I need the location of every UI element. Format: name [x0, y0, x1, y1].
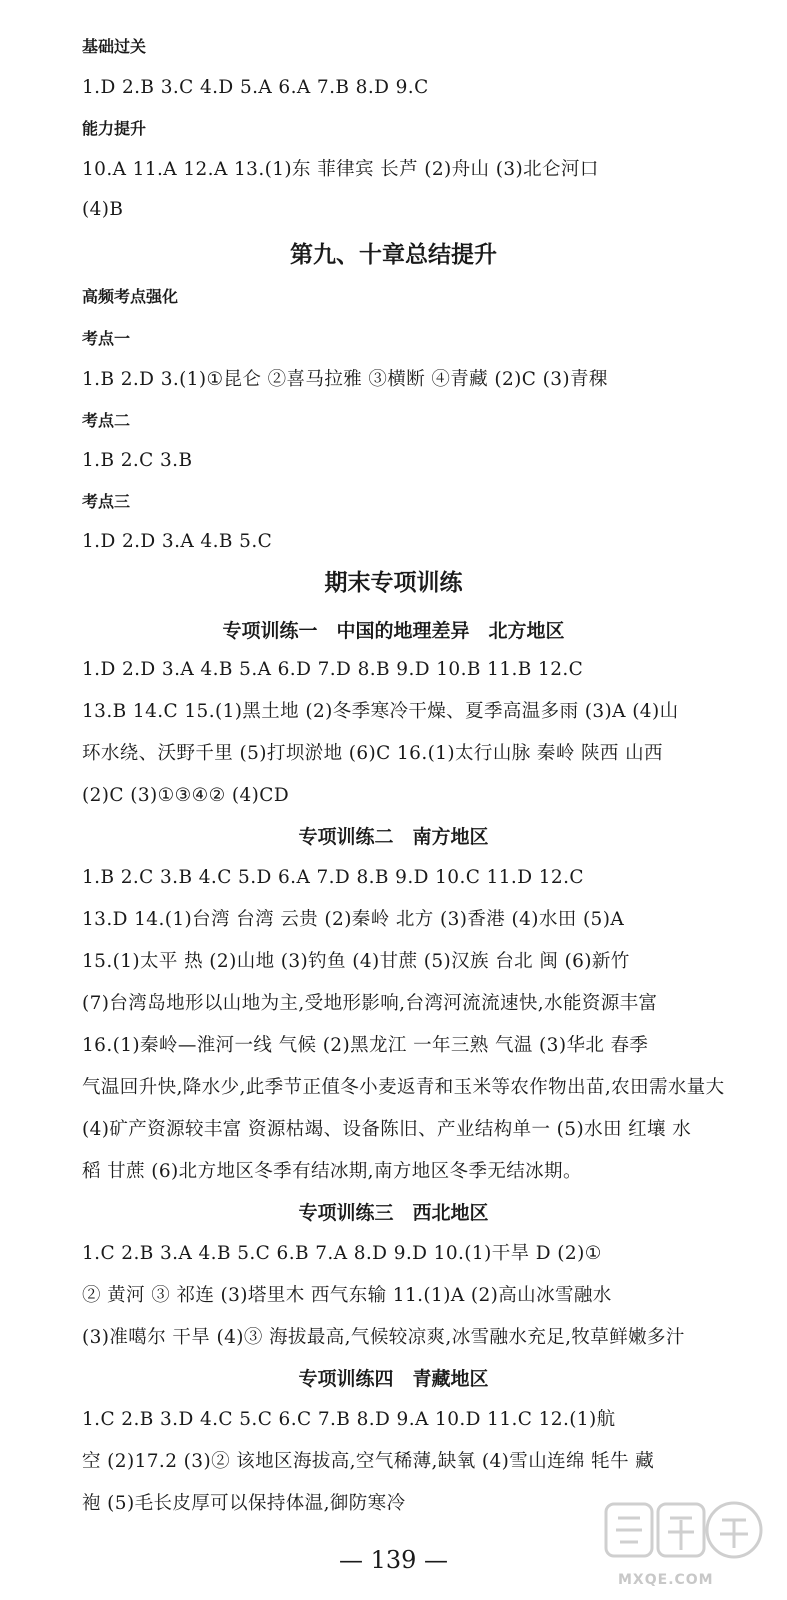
- section-label-improve: 能力提升: [82, 119, 147, 138]
- answer-line: 1.B 2.C 3.B 4.C 5.D 6.A 7.D 8.B 9.D 10.C 11.D 12.C: [82, 867, 584, 888]
- answer-line: 1.D 2.B 3.C 4.D 5.A 6.A 7.B 8.D 9.C: [82, 77, 429, 98]
- point-label-3: 考点三: [82, 492, 131, 511]
- answer-line: 1.B 2.D 3.(1)①昆仑 ②喜马拉雅 ③横断 ④青藏 (2)C (3)青稞: [82, 369, 608, 390]
- answer-line: 16.(1)秦岭—淮河一线 气候 (2)黑龙江 一年三熟 气温 (3)华北 春季: [82, 1035, 649, 1056]
- training-heading-2: 专项训练二 南方地区: [298, 826, 489, 848]
- answer-line: (4)B: [82, 199, 124, 220]
- watermark-logo-icon: [600, 1490, 770, 1575]
- answer-line: 13.B 14.C 15.(1)黑土地 (2)冬季寒冷干燥、夏季高温多雨 (3)A (4)山: [82, 701, 679, 722]
- training-heading-4: 专项训练四 青藏地区: [298, 1368, 489, 1390]
- answer-line: 环水绕、沃野千里 (5)打坝淤地 (6)C 16.(1)太行山脉 秦岭 陕西 山西: [82, 743, 663, 764]
- training-heading-3: 专项训练三 西北地区: [298, 1202, 489, 1224]
- section-label-basic: 基础过关: [82, 37, 147, 56]
- answer-line: 1.D 2.D 3.A 4.B 5.C: [82, 531, 273, 552]
- watermark-logo: [600, 1490, 770, 1595]
- point-label-1: 考点一: [82, 329, 131, 348]
- section-label-highfreq: 高频考点强化: [82, 287, 179, 306]
- answer-line: 13.D 14.(1)台湾 台湾 云贵 (2)秦岭 北方 (3)香港 (4)水田 (5)A: [82, 909, 625, 930]
- answer-line: (7)台湾岛地形以山地为主,受地形影响,台湾河流流速快,水能资源丰富: [82, 993, 658, 1014]
- answer-line: 空 (2)17.2 (3)② 该地区海拔高,空气稀薄,缺氧 (4)雪山连绵 牦牛 藏: [82, 1451, 655, 1472]
- page-number: — 139 —: [338, 1546, 449, 1574]
- answer-line: 15.(1)太平 热 (2)山地 (3)钓鱼 (4)甘蔗 (5)汉族 台北 闽 (6)新竹: [82, 951, 630, 972]
- watermark-text: MXQE.COM: [618, 1572, 714, 1588]
- answer-line: ② 黄河 ③ 祁连 (3)塔里木 西气东输 11.(1)A (2)高山冰雪融水: [82, 1285, 612, 1306]
- point-label-2: 考点二: [82, 411, 131, 430]
- chapter-heading: 第九、十章总结提升: [290, 242, 497, 268]
- answer-line: 袍 (5)毛长皮厚可以保持体温,御防寒冷: [82, 1493, 406, 1514]
- answer-line: 1.D 2.D 3.A 4.B 5.A 6.D 7.D 8.B 9.D 10.B 11.B 12.C: [82, 659, 584, 680]
- term-heading: 期末专项训练: [324, 570, 463, 596]
- answer-line: 气温回升快,降水少,此季节正值冬小麦返青和玉米等农作物出苗,农田需水量大: [82, 1077, 725, 1098]
- answer-line: 稻 甘蔗 (6)北方地区冬季有结冰期,南方地区冬季无结冰期。: [82, 1161, 582, 1182]
- answer-line: 10.A 11.A 12.A 13.(1)东 菲律宾 长芦 (2)舟山 (3)北仑河口: [82, 159, 599, 180]
- answer-line: (4)矿产资源较丰富 资源枯竭、设备陈旧、产业结构单一 (5)水田 红壤 水: [82, 1119, 692, 1140]
- answer-line: (2)C (3)①③④② (4)CD: [82, 785, 290, 806]
- training-heading-1: 专项训练一 中国的地理差异 北方地区: [222, 620, 565, 642]
- answer-line: 1.C 2.B 3.D 4.C 5.C 6.C 7.B 8.D 9.A 10.D 11.C 12.(1)航: [82, 1409, 616, 1430]
- answer-line: (3)准噶尔 干旱 (4)③ 海拔最高,气候较凉爽,冰雪融水充足,牧草鲜嫩多汁: [82, 1327, 685, 1348]
- answer-line: 1.B 2.C 3.B: [82, 450, 193, 471]
- answer-line: 1.C 2.B 3.A 4.B 5.C 6.B 7.A 8.D 9.D 10.(1)干旱 D (2)①: [82, 1243, 602, 1264]
